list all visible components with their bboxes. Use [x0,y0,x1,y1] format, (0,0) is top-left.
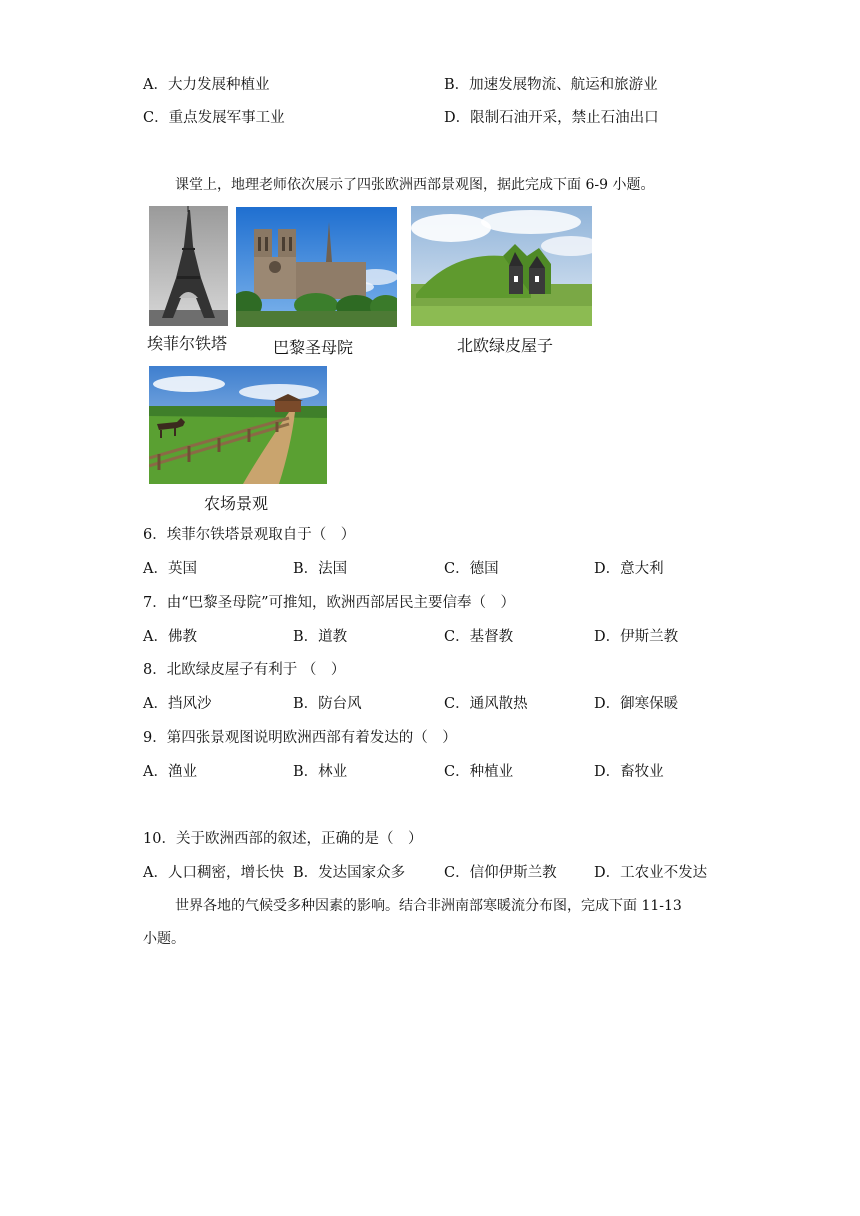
question-7-option-a: A．佛教 [143,629,197,645]
green-turf-house-photo [411,206,592,326]
question-9-stem: 9．第四张景观图说明欧洲西部有着发达的（ ） [143,730,457,746]
intro-11-13-line2: 小题。 [143,931,185,947]
question-9-option-b: B．林业 [293,764,348,780]
question-7-stem: 7．由“巴黎圣母院”可推知，欧洲西部居民主要信奉（ ） [143,595,516,611]
question-10-option-a: A．人口稠密，增长快 [143,865,284,881]
question-8-option-d: D．御寒保暖 [594,696,679,712]
question-8-option-b: B．防台风 [293,696,362,712]
question-7-option-c: C．基督教 [444,629,514,645]
intro-6-9: 课堂上，地理老师依次展示了四张欧洲西部景观图，据此完成下面 6-9 小题。 [175,177,655,193]
figure-caption-eiffel: 埃菲尔铁塔 [147,334,228,353]
q5-option-c: C．重点发展军事工业 [143,110,285,126]
notre-dame-photo [236,207,397,327]
eiffel-tower-photo [149,206,228,326]
question-10-option-d: D．工农业不发达 [594,865,708,881]
q5-option-a: A．大力发展种植业 [143,77,270,93]
question-6-option-c: C．德国 [444,561,499,577]
q5-option-b: B．加速发展物流、航运和旅游业 [444,77,658,93]
question-9-option-a: A．渔业 [143,764,197,780]
figure-caption-farm: 农场景观 [204,494,269,513]
question-10-stem: 10．关于欧洲西部的叙述，正确的是（ ） [143,831,423,847]
figure-caption-notre-dame: 巴黎圣母院 [273,338,354,357]
question-8-stem: 8．北欧绿皮屋子有利于 （ ） [143,662,346,678]
intro-11-13-line1: 世界各地的气候受多种因素的影响。结合非洲南部寒暖流分布图，完成下面 11-13 [175,898,682,914]
figure-caption-green-house: 北欧绿皮屋子 [457,336,554,355]
question-10-option-b: B．发达国家众多 [293,865,406,881]
farm-landscape-photo [149,366,327,484]
question-7-option-d: D．伊斯兰教 [594,629,679,645]
question-10-option-c: C．信仰伊斯兰教 [444,865,557,881]
question-6-option-a: A．英国 [143,561,197,577]
question-8-option-c: C．通风散热 [444,696,528,712]
question-9-option-d: D．畜牧业 [594,764,664,780]
question-8-option-a: A．挡风沙 [143,696,212,712]
question-7-option-b: B．道教 [293,629,348,645]
question-6-stem: 6．埃菲尔铁塔景观取自于（ ） [143,527,356,543]
question-9-option-c: C．种植业 [444,764,514,780]
q5-option-d: D．限制石油开采，禁止石油出口 [444,110,659,126]
question-6-option-d: D．意大利 [594,561,664,577]
question-6-option-b: B．法国 [293,561,348,577]
